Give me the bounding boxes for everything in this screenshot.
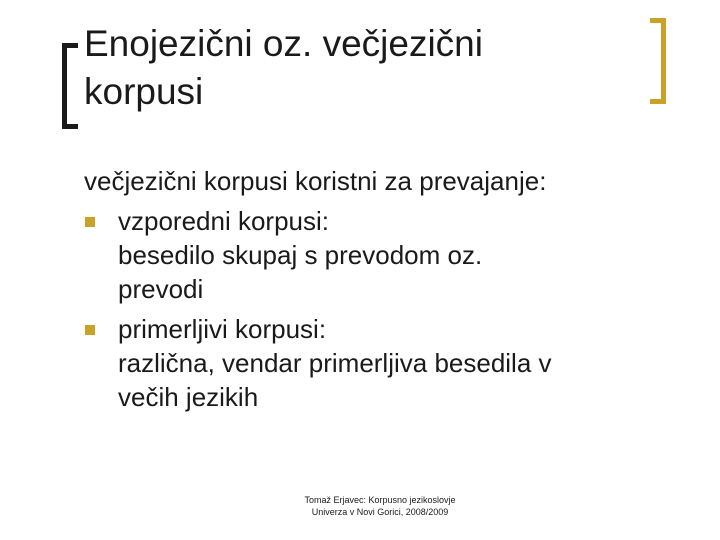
bullet-line: različna, vendar primerljiva besedila v [118,348,552,378]
square-bullet-icon [85,217,95,227]
title-line-2: korpusi [84,71,204,112]
left-bracket-decoration [62,43,78,129]
footer-institution: Univerza v Novi Gorici, 2008/2009 [311,507,449,517]
intro-text: večjezični korpusi koristni za prevajanje: [84,166,547,196]
footer-author: Tomaž Erjavec: Korpusno jezikoslovje [304,495,456,505]
square-bullet-icon [85,325,95,335]
slide-title [84,20,644,116]
bullet-item [84,312,684,414]
bullet-line: prevodi [118,274,204,304]
bullet-line: vzporedni korpusi: [118,206,329,236]
bullet-item [84,204,684,306]
title-line-1: Enojezični oz. večjezični [84,23,483,64]
bullet-line: besedilo skupaj s prevodom oz. [118,240,483,270]
right-bracket-decoration [650,18,666,104]
bullet-line: večih jezikih [118,382,259,412]
slide-footer [260,494,500,518]
bullet-line: primerljivi korpusi: [118,314,327,344]
slide-body [84,164,684,414]
